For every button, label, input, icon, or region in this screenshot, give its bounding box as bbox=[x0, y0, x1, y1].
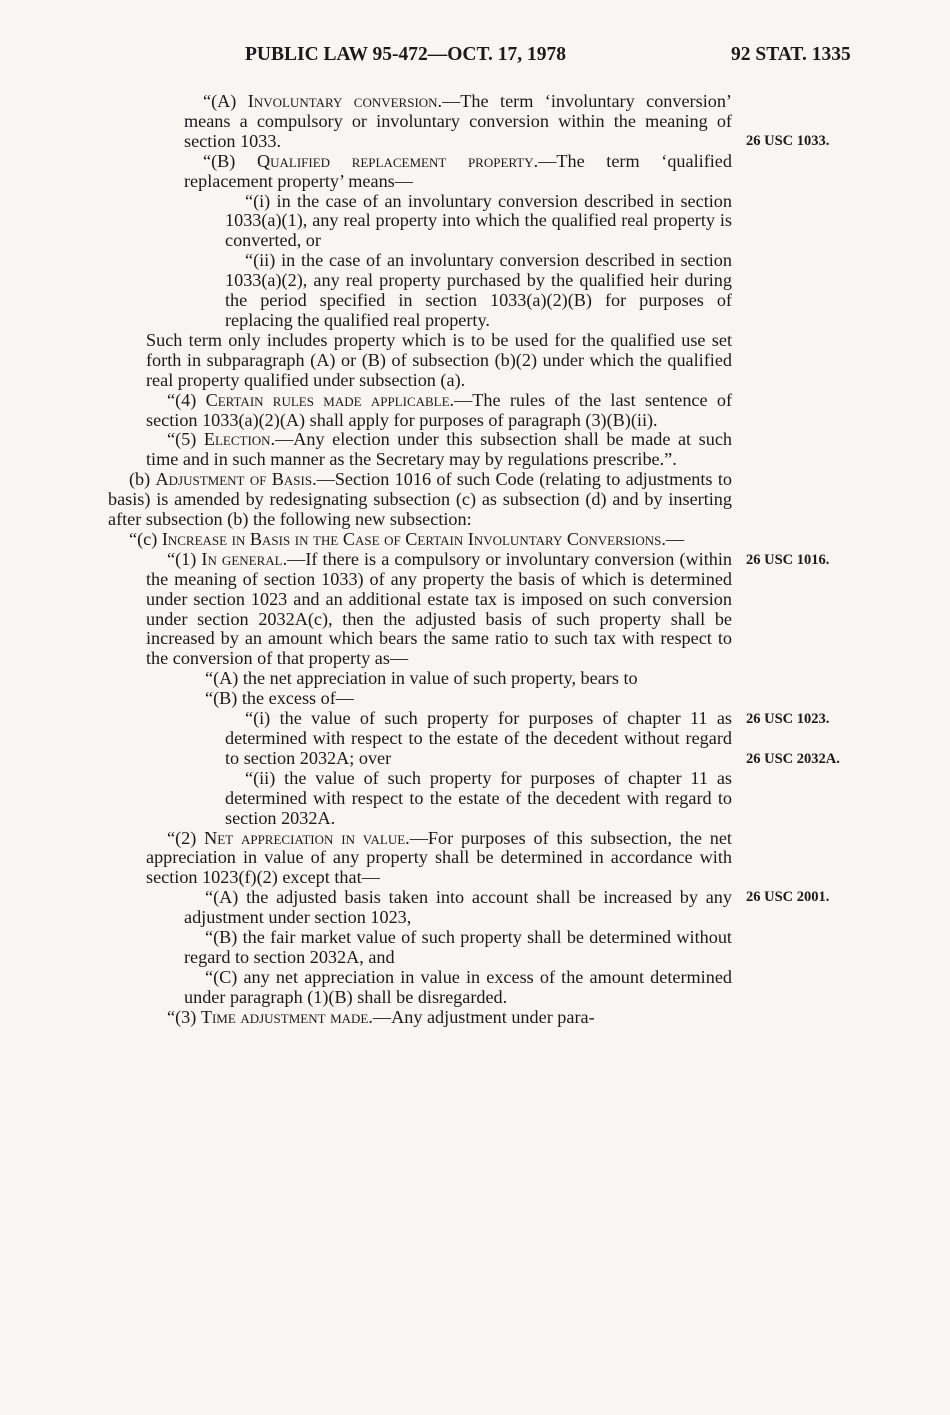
paragraph-2-net-appreciation: “(2) Net appreciation in value.—For purposes of this subsection, the net appreciation in value of any property shall be determined in accordance with section 1023(f)(2) except that— bbox=[146, 827, 732, 888]
paragraph-4-certain-rules: “(4) Certain rules made applicable.—The rules of the last sentence of section 1033(a)(2)(A) shall apply for purposes of paragraph (3)(B)(ii). bbox=[146, 389, 732, 430]
paragraph-b-adjustment-of-basis: (b) Adjustment of Basis.—Section 1016 of such Code (relating to adjustments to basis) is amended by redesignating subsection (c) as subsection (d) and by inserting after subsection (b) the following new subsection: bbox=[108, 469, 732, 530]
margin-note-26usc2032a: 26 USC 2032A. bbox=[746, 751, 840, 767]
paragraph-1B-ii: “(ii) the value of such property for purposes of chapter 11 as determined with respect to the estate of the decedent with regard to section 2032A. bbox=[225, 767, 732, 828]
header-page-ref: 92 STAT. 1335 bbox=[731, 44, 851, 65]
paragraph-ii: “(ii) in the case of an involuntary conversion described in section 1033(a)(2), any real property purchased by the qualified heir during the period specified in section 1033(a)(2)(B) for purposes of replacing the qualified real property. bbox=[225, 250, 732, 330]
paragraph-c-increase-in-basis: “(c) Increase in Basis in the Case of Certain Involuntary Conversions.— bbox=[129, 528, 685, 549]
page-header bbox=[0, 44, 950, 72]
paragraph-1B-i: “(i) the value of such property for purposes of chapter 11 as determined with respect to the estate of the decedent without regard to section 2032A; over bbox=[225, 708, 732, 768]
paragraph-2A: “(A) the adjusted basis taken into account shall be increased by any adjustment under section 1023, bbox=[184, 887, 732, 928]
margin-note-26usc1023: 26 USC 1023. bbox=[746, 711, 830, 727]
paragraph-5-election: “(5) Election.—Any election under this subsection shall be made at such time and in such manner as the Secretary may by regulations prescribe.”. bbox=[146, 429, 732, 470]
margin-note-26usc1033: 26 USC 1033. bbox=[746, 133, 830, 149]
paragraph-A-involuntary-conversion: “(A) Involuntary conversion.—The term ‘involuntary conversion’ means a compulsory or involuntary conversion within the meaning of section 1033. bbox=[184, 91, 732, 151]
paragraph-1B: “(B) the excess of— bbox=[205, 688, 354, 709]
paragraph-such-term: Such term only includes property which is to be used for the qualified use set forth in subparagraph (A) or (B) of subsection (b)(2) under which the qualified real property qualified under subsection (a). bbox=[146, 329, 732, 390]
paragraph-B-qualified-replacement: “(B) Qualified replacement property.—The term ‘qualified replacement property’ means— bbox=[184, 150, 732, 191]
header-title: PUBLIC LAW 95-472—OCT. 17, 1978 bbox=[245, 44, 567, 65]
paragraph-2B: “(B) the fair market value of such property shall be determined without regard to section 2032A, and bbox=[184, 927, 732, 967]
paragraph-3-time-adjustment: “(3) Time adjustment made.—Any adjustment under para- bbox=[167, 1006, 595, 1027]
paragraph-2C: “(C) any net appreciation in value in excess of the amount determined under paragraph (1)(B) shall be disregarded. bbox=[184, 966, 732, 1007]
paragraph-i: “(i) in the case of an involuntary conversion described in section 1033(a)(1), any real property into which the qualified real property is converted, or bbox=[225, 190, 732, 251]
paragraph-1-in-general: “(1) In general.—If there is a compulsory or involuntary conversion (within the meaning of section 1033) of any property the basis of which is determined under section 1023 and an additional estate tax is imposed on such conversion under section 2032A(c), then the adjusted basis of such property shall be increased by an amount which bears the same ratio to such tax with respect to the conversion of that property as— bbox=[146, 548, 732, 669]
document-body bbox=[108, 92, 732, 1028]
paragraph-1A: “(A) the net appreciation in value of such property, bears to bbox=[205, 668, 638, 689]
margin-note-26usc1016: 26 USC 1016. bbox=[746, 552, 830, 568]
margin-note-26usc2001: 26 USC 2001. bbox=[746, 889, 830, 905]
